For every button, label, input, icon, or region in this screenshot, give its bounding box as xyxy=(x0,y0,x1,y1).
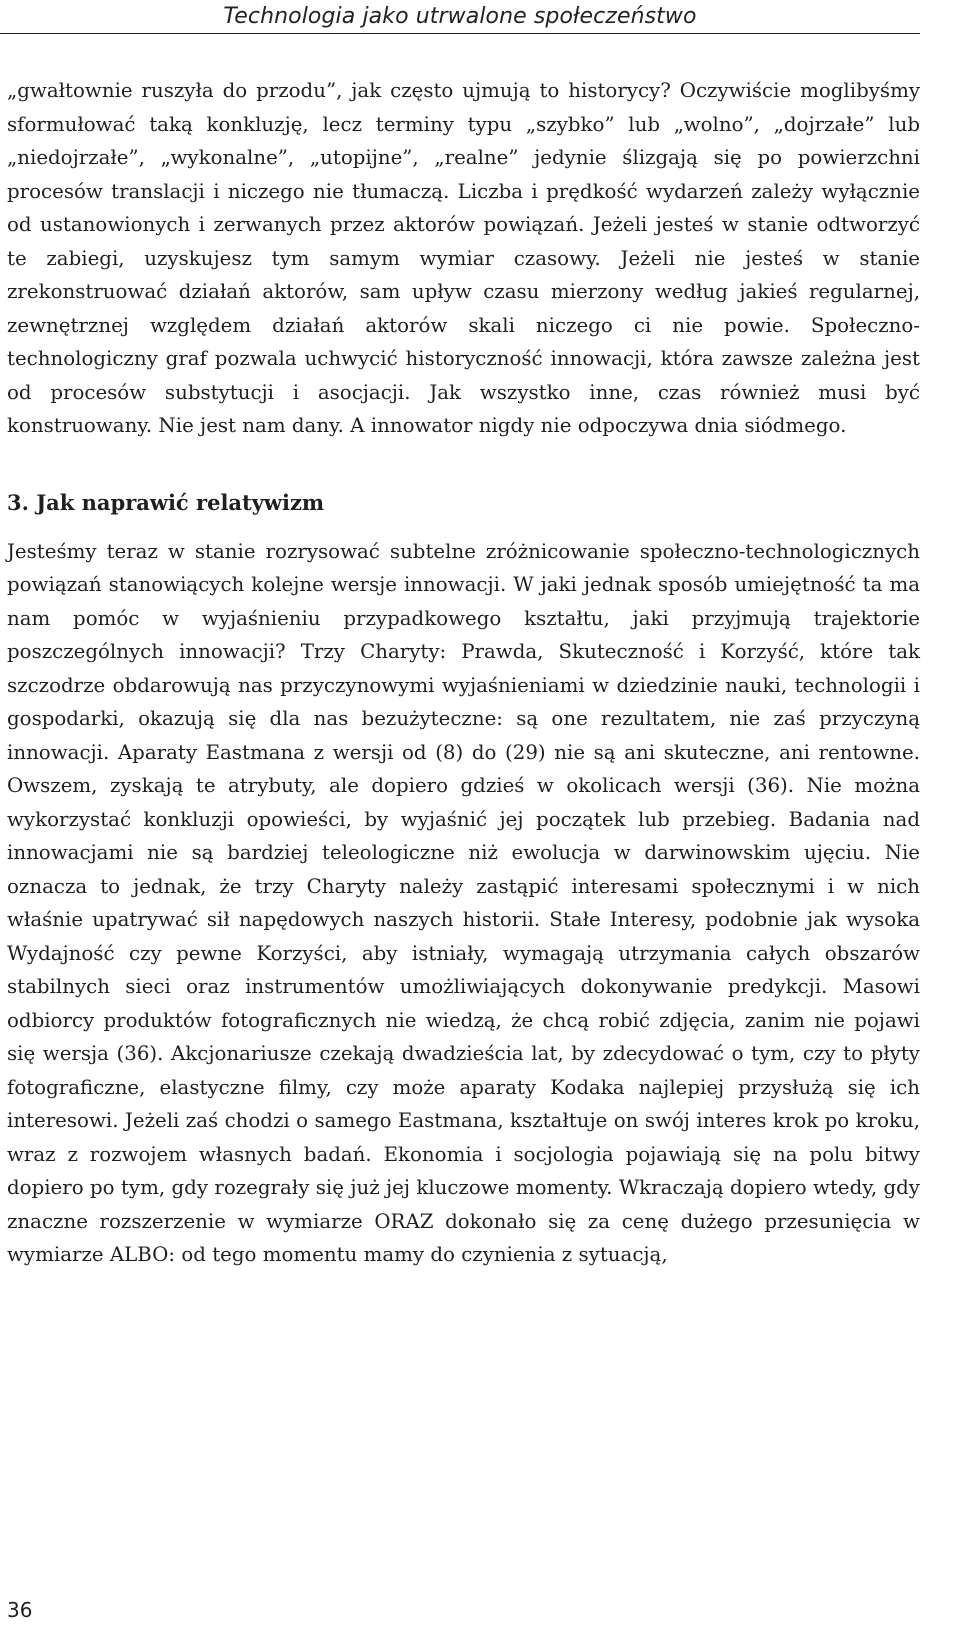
section-heading: 3. Jak naprawić relatywizm xyxy=(7,489,325,515)
section-spacer xyxy=(7,443,920,483)
page-number: 36 xyxy=(7,1598,33,1622)
page-content xyxy=(7,74,920,1272)
body-paragraph-1: „gwałtownie ruszyła do przodu”, jak często ujmują to historycy? Oczywiście moglibyśmy sformułować taką konkluzję, lecz terminy typu „szybko” lub „wolno”, „dojrzałe” lub „niedojrzałe”, „wykonalne”, „utopijne”, „realne” jedynie ślizgają się po powierzchni procesów translacji i niczego nie tłumaczą. Liczba i prędkość wydarzeń zależy wyłącznie od ustanowionych i zerwanych przez aktorów powiązań. Jeżeli jesteś w stanie odtworzyć te zabiegi, uzyskujesz tym samym wymiar czasowy. Jeżeli nie jesteś w stanie zrekonstruować działań aktorów, sam upływ czasu mierzony według jakieś regularnej, zewnętrznej względem działań aktorów skali niczego ci nie powie. Społeczno-technologiczny graf pozwala uchwycić historyczność innowacji, która zawsze zależna jest od procesów substytucji i asocjacji. Jak wszystko inne, czas również musi być konstruowany. Nie jest nam dany. A innowator nigdy nie odpoczywa dnia siódmego. xyxy=(7,79,920,437)
running-header-title: Technologia jako utrwalone społeczeństwo xyxy=(223,4,697,29)
running-header xyxy=(0,0,920,34)
body-paragraph-2: Jesteśmy teraz w stanie rozrysować subtelne zróżnicowanie społeczno-technologicznych powiązań stanowiących kolejne wersje innowacji. W jaki jednak sposób umiejętność ta ma nam pomóc w wyjaśnieniu przypadkowego kształtu, jaki przyjmują trajektorie poszczególnych innowacji? Trzy Charyty: Prawda, Skuteczność i Korzyść, które tak szczodrze obdarowują nas przyczynowymi wyjaśnieniami w dziedzinie nauki, technologii i gospodarki, okazują się dla nas bezużyteczne: są one rezultatem, nie zaś przyczyną innowacji. Aparaty Eastmana z wersji od (8) do (29) nie są ani skuteczne, ani rentowne. Owszem, zyskają te atrybuty, ale dopiero gdzieś w okolicach wersji (36). Nie można wykorzystać konkluzji opowieści, by wyjaśnić jej początek lub przebieg. Badania nad innowacjami nie są bardziej teleologiczne niż ewolucja w darwinowskim ujęciu. Nie oznacza to jednak, że trzy Charyty należy zastąpić interesami społecznymi i w nich właśnie upatrywać sił napędowych naszych historii. Stałe Interesy, podobnie jak wysoka Wydajność czy pewne Korzyści, aby istniały, wymagają utrzymania całych obszarów stabilnych sieci oraz instrumentów umożliwiających dokonywanie predykcji. Masowi odbiorcy produktów fotograficznych nie wiedzą, że chcą robić zdjęcia, zanim nie pojawi się wersja (36). Akcjonariusze czekają dwadzieścia lat, by zdecydować o tym, czy to płyty fotograficzne, elastyczne filmy, czy może aparaty Kodaka najlepiej przysłużą się ich interesowi. Jeżeli zaś chodzi o samego Eastmana, kształtuje on swój interes krok po kroku, wraz z rozwojem własnych badań. Ekonomia i socjologia pojawiają się na polu bitwy dopiero po tym, gdy rozegrały się już jej kluczowe momenty. Wkraczają dopiero wtedy, gdy znaczne rozszerzenie w wymiarze ORAZ dokonało się za cenę dużego przesunięcia w wymiarze ALBO: od tego momentu mamy do czynienia z sytuacją, xyxy=(7,539,920,1266)
